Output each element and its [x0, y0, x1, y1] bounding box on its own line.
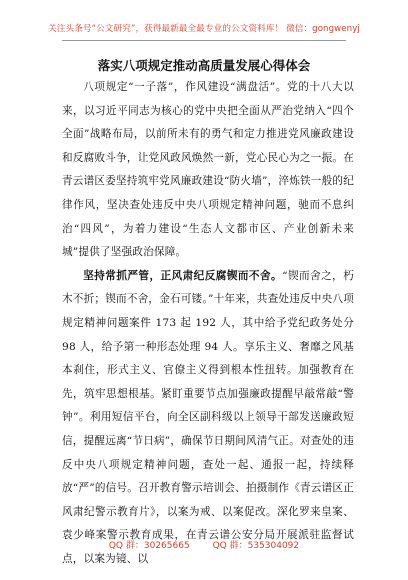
header-note: 关注头条号“公文研究”，获得最新最全最专业的公文资料库！ 微信：gongwenyj [48, 24, 360, 34]
header-divider [62, 40, 346, 41]
footer [0, 538, 408, 551]
document-title: 落实八项规定推动高质量发展心得体会 [97, 58, 311, 73]
paragraph-2 [62, 265, 354, 572]
paragraph-1-text: 八项规定“一子落”，作风建设“满盘活”。党的十八大以来，以习近平同志为核心的党中央把全面从严治党纳入“四个全面”战略布局，以前所未有的勇气和定力推进党风廉政建设和反腐败斗争，让党风政风焕然一新，党心民心为之一振。在青云谱区委坚持筑牢党风廉政建设“防火墙”，淬炼铁一般的纪律作风，坚决查处违反中央八项规定精神问题，驰而不息纠治“四风”，为着力建设“生态人文都市区、产业创新未来城”提供了坚强政治保障。 [62, 81, 354, 259]
footer-qq-1: QQ 群：30265665 [108, 541, 190, 551]
footer-qq-2: QQ 群：535304092 [212, 541, 300, 551]
paragraph-2-lead: 坚持常抓严管，正风肃纪反腐锲而不舍。 [83, 269, 283, 282]
paragraph-1 [62, 76, 354, 265]
document-body [62, 76, 354, 571]
paragraph-2-text: “锲而舍之，朽木不折；锲而不舍，金石可镂。”十年来，共查处违反中央八项规定精神问题案件 173 起 192 人，其中给予党纪政务处分 98 人，给予第一种形态处理 94 人。享乐主义、奢靡之风基本刹住，形式主义、官僚主义得到根本性扭转。加强教育在先，筑牢思想根基。紧盯重要节点加强廉政提醒早敲常敲“警钟”。利用短信平台，向全区副科级以上领导干部发送廉政短信，提醒远离“节日病”，确保节日期间风清气正。对查处的违反中央八项规定精神问题，查处一起、通报一起，持续释放“严”的信号。召开教育警示培训会、拍摄制作《青云谱区正风肃纪警示教育片》，以案为戒、以案促改。深化罗来皇案、袁少峰案警示教育成果，在青云谱公安分局开展派驻监督试点，以案为镜、以 [62, 269, 354, 565]
